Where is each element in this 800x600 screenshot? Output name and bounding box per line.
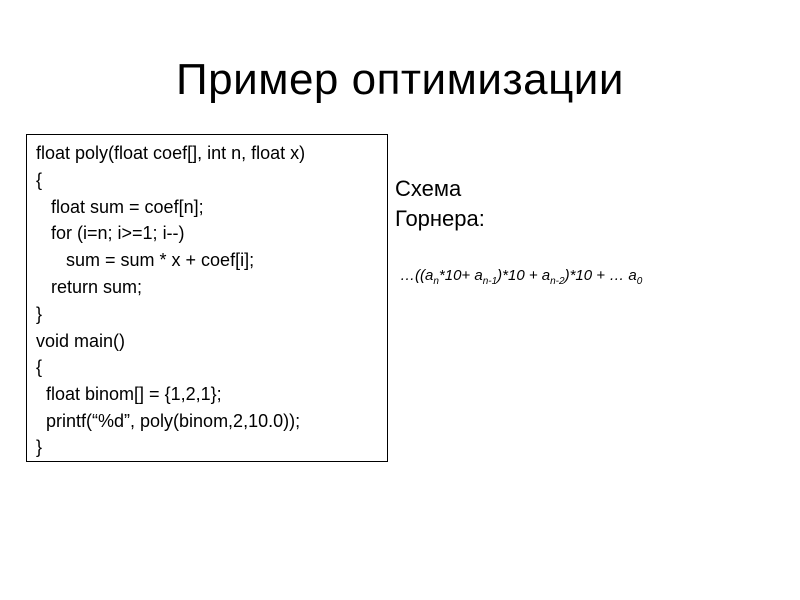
code-line: for (i=n; i>=1; i--) bbox=[36, 223, 185, 243]
code-line: } bbox=[36, 304, 43, 324]
code-line: return sum; bbox=[36, 277, 143, 297]
horner-label-line2: Горнера: bbox=[395, 206, 485, 231]
code-line: float sum = coef[n]; bbox=[36, 197, 204, 217]
code-line: void main() bbox=[36, 331, 126, 351]
code-line: float poly(float coef[], int n, float x) bbox=[36, 143, 306, 163]
code-line: sum = sum * x + coef[i]; bbox=[36, 250, 255, 270]
code-line: float binom[] = {1,2,1}; bbox=[36, 384, 222, 404]
code-line: } bbox=[36, 437, 43, 457]
formula-subscript: n bbox=[433, 276, 439, 287]
horner-label-line1: Схема bbox=[395, 176, 462, 201]
formula-subscript: n-1 bbox=[482, 276, 498, 287]
formula-part: )*10 + a bbox=[497, 267, 551, 284]
formula-subscript: 0 bbox=[636, 276, 643, 287]
code-line: { bbox=[36, 170, 43, 190]
code-listing bbox=[26, 134, 388, 462]
code-line: printf(“%d”, poly(binom,2,10.0)); bbox=[36, 411, 301, 431]
formula-part: )*10 + … a bbox=[564, 267, 637, 284]
formula-part: …((a bbox=[400, 267, 434, 284]
formula-part: *10+ a bbox=[438, 267, 483, 284]
code-line: { bbox=[36, 357, 43, 377]
slide-title: Пример оптимизации bbox=[176, 55, 624, 104]
formula-subscript: n-2 bbox=[550, 276, 565, 287]
horner-formula bbox=[400, 264, 642, 288]
